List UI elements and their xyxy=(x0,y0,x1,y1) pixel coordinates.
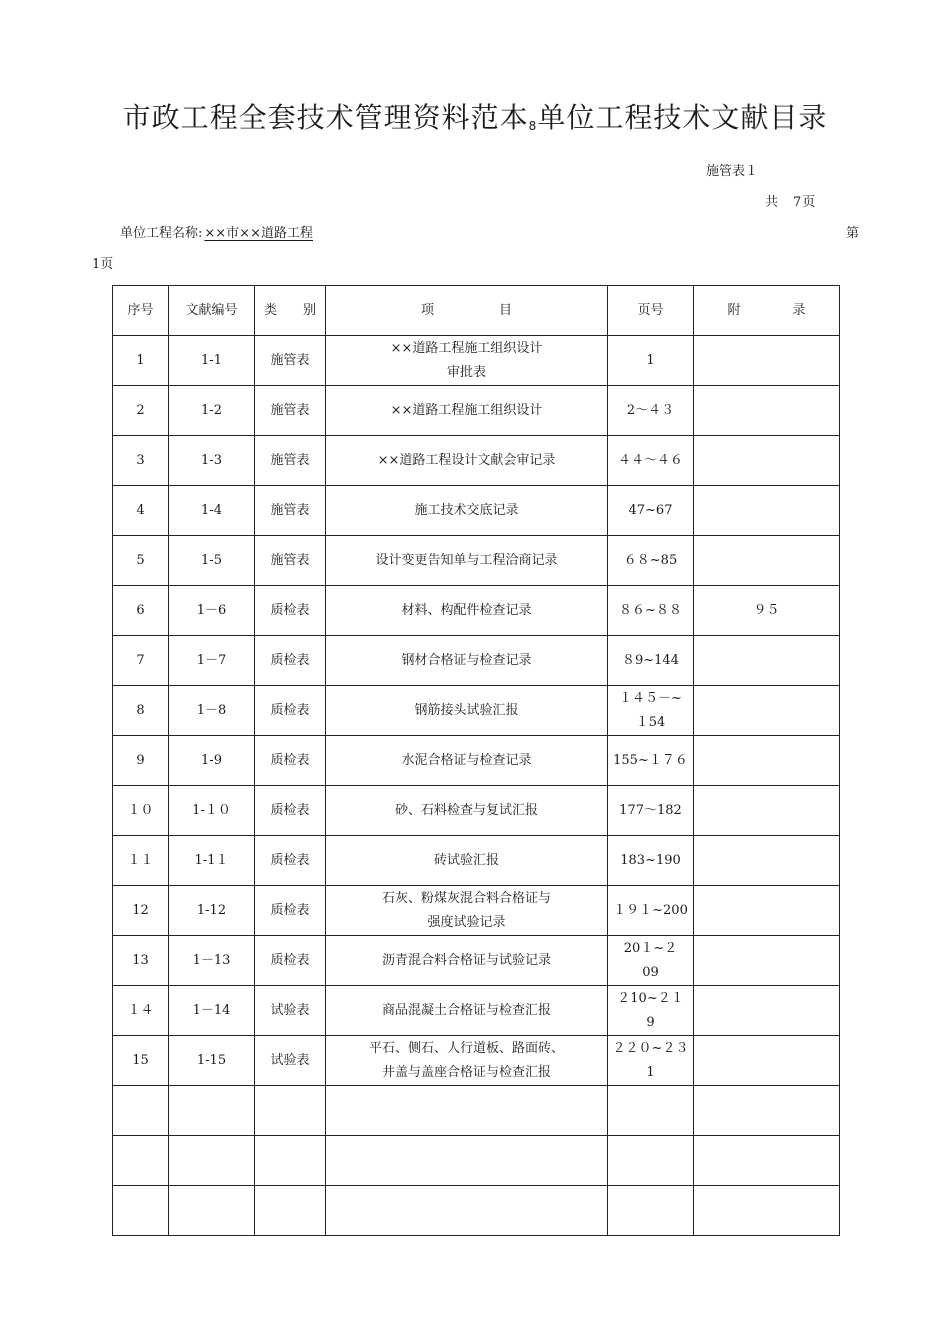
cell-code: 1－6 xyxy=(169,586,255,636)
cell-category: 质检表 xyxy=(255,786,326,836)
cell-appendix xyxy=(694,1136,840,1186)
cell-category: 施管表 xyxy=(255,336,326,386)
cell-appendix xyxy=(694,786,840,836)
cell-page: １９１~200 xyxy=(608,886,694,936)
cell-appendix xyxy=(694,736,840,786)
cell-code: 1－7 xyxy=(169,636,255,686)
table-row xyxy=(113,736,840,786)
cell-code xyxy=(169,1136,255,1186)
cell-seq: 12 xyxy=(113,886,169,936)
cell-category: 质检表 xyxy=(255,686,326,736)
cell-seq xyxy=(113,1186,169,1236)
unit-name-row xyxy=(120,222,317,241)
cell-category: 施管表 xyxy=(255,436,326,486)
page-label: 第 xyxy=(846,226,860,241)
cell-item: 平石、侧石、人行道板、路面砖、 井盖与盖座合格证与检查汇报 xyxy=(326,1036,608,1086)
cell-item: 材料、构配件检查记录 xyxy=(326,586,608,636)
cell-page: １４５－~ １54 xyxy=(608,686,694,736)
cell-item: 钢筋接头试验汇报 xyxy=(326,686,608,736)
cell-category: 质检表 xyxy=(255,836,326,886)
cell-page: 183~190 xyxy=(608,836,694,886)
cell-code: 1-4 xyxy=(169,486,255,536)
table-row xyxy=(113,536,840,586)
cell-item: 商品混凝土合格证与检查汇报 xyxy=(326,986,608,1036)
cell-page: 155~１７６ xyxy=(608,736,694,786)
cell-page xyxy=(608,1086,694,1136)
table-row xyxy=(113,886,840,936)
cell-category: 质检表 xyxy=(255,936,326,986)
table-row xyxy=(113,836,840,886)
header-page: 页号 xyxy=(608,286,694,336)
cell-appendix xyxy=(694,886,840,936)
cell-item: ××道路工程设计文献会审记录 xyxy=(326,436,608,486)
cell-item xyxy=(326,1086,608,1136)
cell-code: 1-１０ xyxy=(169,786,255,836)
cell-item: 钢材合格证与检查记录 xyxy=(326,636,608,686)
table-header-row xyxy=(113,286,840,336)
cell-appendix xyxy=(694,486,840,536)
cell-category: 施管表 xyxy=(255,386,326,436)
cell-appendix xyxy=(694,836,840,886)
cell-code: 1－14 xyxy=(169,986,255,1036)
cell-seq: １０ xyxy=(113,786,169,836)
cell-item: 水泥合格证与检查记录 xyxy=(326,736,608,786)
cell-item xyxy=(326,1136,608,1186)
cell-appendix xyxy=(694,1036,840,1086)
table-row xyxy=(113,486,840,536)
cell-item: 设计变更告知单与工程洽商记录 xyxy=(326,536,608,586)
header-item: 项 目 xyxy=(326,286,608,336)
cell-page: 20１~２ 09 xyxy=(608,936,694,986)
cell-category: 质检表 xyxy=(255,636,326,686)
cell-code: 1-12 xyxy=(169,886,255,936)
cell-appendix xyxy=(694,986,840,1036)
cell-appendix xyxy=(694,386,840,436)
cell-seq: 3 xyxy=(113,436,169,486)
cell-code: 1-9 xyxy=(169,736,255,786)
document-catalog-table xyxy=(112,285,840,1236)
cell-page xyxy=(608,1186,694,1236)
cell-code: 1-15 xyxy=(169,1036,255,1086)
table-body xyxy=(113,336,840,1236)
title-subscript: 8 xyxy=(528,119,538,133)
cell-seq: 15 xyxy=(113,1036,169,1086)
table-row xyxy=(113,986,840,1036)
form-code: 施管表１ xyxy=(706,164,759,179)
cell-seq: 9 xyxy=(113,736,169,786)
cell-category: 质检表 xyxy=(255,886,326,936)
cell-seq: 5 xyxy=(113,536,169,586)
header-seq: 序号 xyxy=(113,286,169,336)
cell-page: ２２０~２３ 1 xyxy=(608,1036,694,1086)
cell-page: 1 xyxy=(608,336,694,386)
cell-code: 1-1１ xyxy=(169,836,255,886)
cell-page: 177～182 xyxy=(608,786,694,836)
unit-name-value: ××市××道路工程 xyxy=(204,226,313,241)
cell-page xyxy=(608,1136,694,1186)
table-row xyxy=(113,786,840,836)
cell-category xyxy=(255,1186,326,1236)
cell-code: 1－13 xyxy=(169,936,255,986)
table-row xyxy=(113,1186,840,1236)
cell-appendix xyxy=(694,636,840,686)
table-row xyxy=(113,1086,840,1136)
cell-page: ４４～４６ xyxy=(608,436,694,486)
cell-item: 施工技术交底记录 xyxy=(326,486,608,536)
cell-code: 1－8 xyxy=(169,686,255,736)
cell-seq xyxy=(113,1086,169,1136)
cell-category: 施管表 xyxy=(255,536,326,586)
cell-code: 1-3 xyxy=(169,436,255,486)
cell-page: ６８~85 xyxy=(608,536,694,586)
cell-category: 试验表 xyxy=(255,1036,326,1086)
cell-appendix xyxy=(694,536,840,586)
table-row xyxy=(113,686,840,736)
header-code: 文献编号 xyxy=(169,286,255,336)
cell-code xyxy=(169,1086,255,1136)
table-row xyxy=(113,936,840,986)
cell-appendix: ９５ xyxy=(694,586,840,636)
cell-item: ××道路工程施工组织设计 审批表 xyxy=(326,336,608,386)
cell-seq: １４ xyxy=(113,986,169,1036)
cell-seq: 13 xyxy=(113,936,169,986)
cell-seq: １１ xyxy=(113,836,169,886)
cell-category: 质检表 xyxy=(255,736,326,786)
cell-page: 2～４３ xyxy=(608,386,694,436)
cell-category: 试验表 xyxy=(255,986,326,1036)
cell-code: 1-5 xyxy=(169,536,255,586)
table-row xyxy=(113,386,840,436)
cell-item: 砂、石料检查与复试汇报 xyxy=(326,786,608,836)
cell-category: 质检表 xyxy=(255,586,326,636)
cell-page: ８9~144 xyxy=(608,636,694,686)
cell-seq: 1 xyxy=(113,336,169,386)
title-rest: 单位工程技术文献目录 xyxy=(537,101,828,134)
cell-category xyxy=(255,1086,326,1136)
header-appendix: 附 录 xyxy=(694,286,840,336)
cell-item xyxy=(326,1186,608,1236)
table-row xyxy=(113,436,840,486)
cell-appendix xyxy=(694,936,840,986)
cell-code: 1-2 xyxy=(169,386,255,436)
table-row xyxy=(113,586,840,636)
table-row xyxy=(113,1136,840,1186)
page-number: 1页 xyxy=(92,257,114,272)
cell-seq: 7 xyxy=(113,636,169,686)
cell-page: ２10~２１ 9 xyxy=(608,986,694,1036)
total-pages: 共 7页 xyxy=(765,195,817,210)
cell-item: 沥青混合料合格证与试验记录 xyxy=(326,936,608,986)
table-row xyxy=(113,336,840,386)
cell-category: 施管表 xyxy=(255,486,326,536)
cell-code: 1-1 xyxy=(169,336,255,386)
cell-code xyxy=(169,1186,255,1236)
cell-appendix xyxy=(694,436,840,486)
document-title xyxy=(0,96,950,136)
cell-appendix xyxy=(694,1086,840,1136)
header-category: 类 别 xyxy=(255,286,326,336)
table-row xyxy=(113,1036,840,1086)
cell-item: ××道路工程施工组织设计 xyxy=(326,386,608,436)
cell-appendix xyxy=(694,686,840,736)
cell-seq: 8 xyxy=(113,686,169,736)
table-row xyxy=(113,636,840,686)
cell-seq: 4 xyxy=(113,486,169,536)
cell-seq xyxy=(113,1136,169,1186)
cell-category xyxy=(255,1136,326,1186)
cell-item: 砖试验汇报 xyxy=(326,836,608,886)
cell-appendix xyxy=(694,1186,840,1236)
cell-appendix xyxy=(694,336,840,386)
cell-seq: 2 xyxy=(113,386,169,436)
cell-item: 石灰、粉煤灰混合料合格证与 强度试验记录 xyxy=(326,886,608,936)
cell-page: 47~67 xyxy=(608,486,694,536)
cell-page: ８６~８８ xyxy=(608,586,694,636)
cell-seq: 6 xyxy=(113,586,169,636)
title-main: 市政工程全套技术管理资料范本 xyxy=(122,101,529,134)
unit-name-label: 单位工程名称: xyxy=(120,226,203,241)
